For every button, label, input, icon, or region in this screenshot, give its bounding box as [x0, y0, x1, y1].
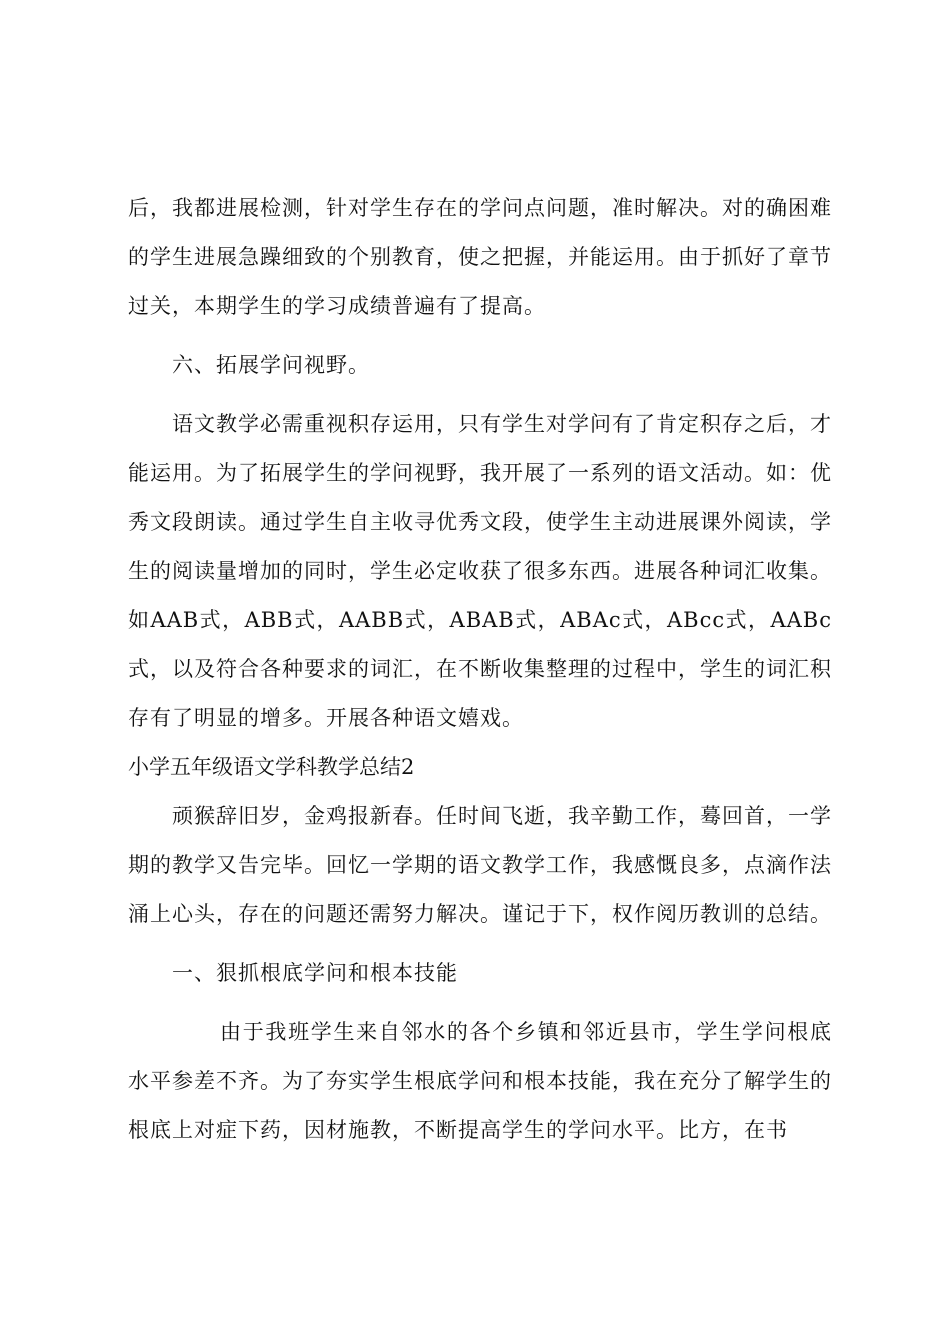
document-page	[128, 184, 832, 1155]
document-title-2: 小学五年级语文学科教学总结2	[128, 755, 415, 779]
paragraph-vocabulary-activities: 语文教学必需重视积存运用，只有学生对学问有了肯定积存之后，才能运用。为了拓展学生的学问视野，我开展了一系列的语文活动。如：优秀文段朗读。通过学生自主收寻优秀文段，使学生主动进展课外阅读，学生的阅读量增加的同时，学生必定收获了很多东西。进展各种词汇收集。如AAB式，ABB式，AABB式，ABAB式，ABAc式，ABcc式，AABc式，以及符合各种要求的词汇，在不断收集整理的过程中，学生的词汇积存有了明显的增多。开展各种语文嬉戏。	[128, 412, 832, 730]
section-heading-six: 六、拓展学问视野。	[172, 353, 370, 377]
paragraph-continuation: 后，我都进展检测，针对学生存在的学问点问题，准时解决。对的确困难的学生进展急躁细致的个别教育，使之把握，并能运用。由于抓好了章节过关，本期学生的学习成绩普遍有了提高。	[128, 196, 832, 318]
paragraph-student-foundation: 由于我班学生来自邻水的各个乡镇和邻近县市，学生学问根底水平参差不齐。为了夯实学生根底学问和根本技能，我在充分了解学生的根底上对症下药，因材施教，不断提高学生的学问水平。比方，在书	[128, 1020, 832, 1142]
section-heading-one: 一、狠抓根底学问和根本技能	[172, 961, 458, 985]
paragraph-semester-intro: 顽猴辞旧岁，金鸡报新春。任时间飞逝，我辛勤工作，蓦回首，一学期的教学又告完毕。回忆一学期的语文教学工作，我感慨良多，点滴作法涌上心头，存在的问题还需努力解决。谨记于下，权作阅历教训的总结。	[128, 804, 832, 926]
